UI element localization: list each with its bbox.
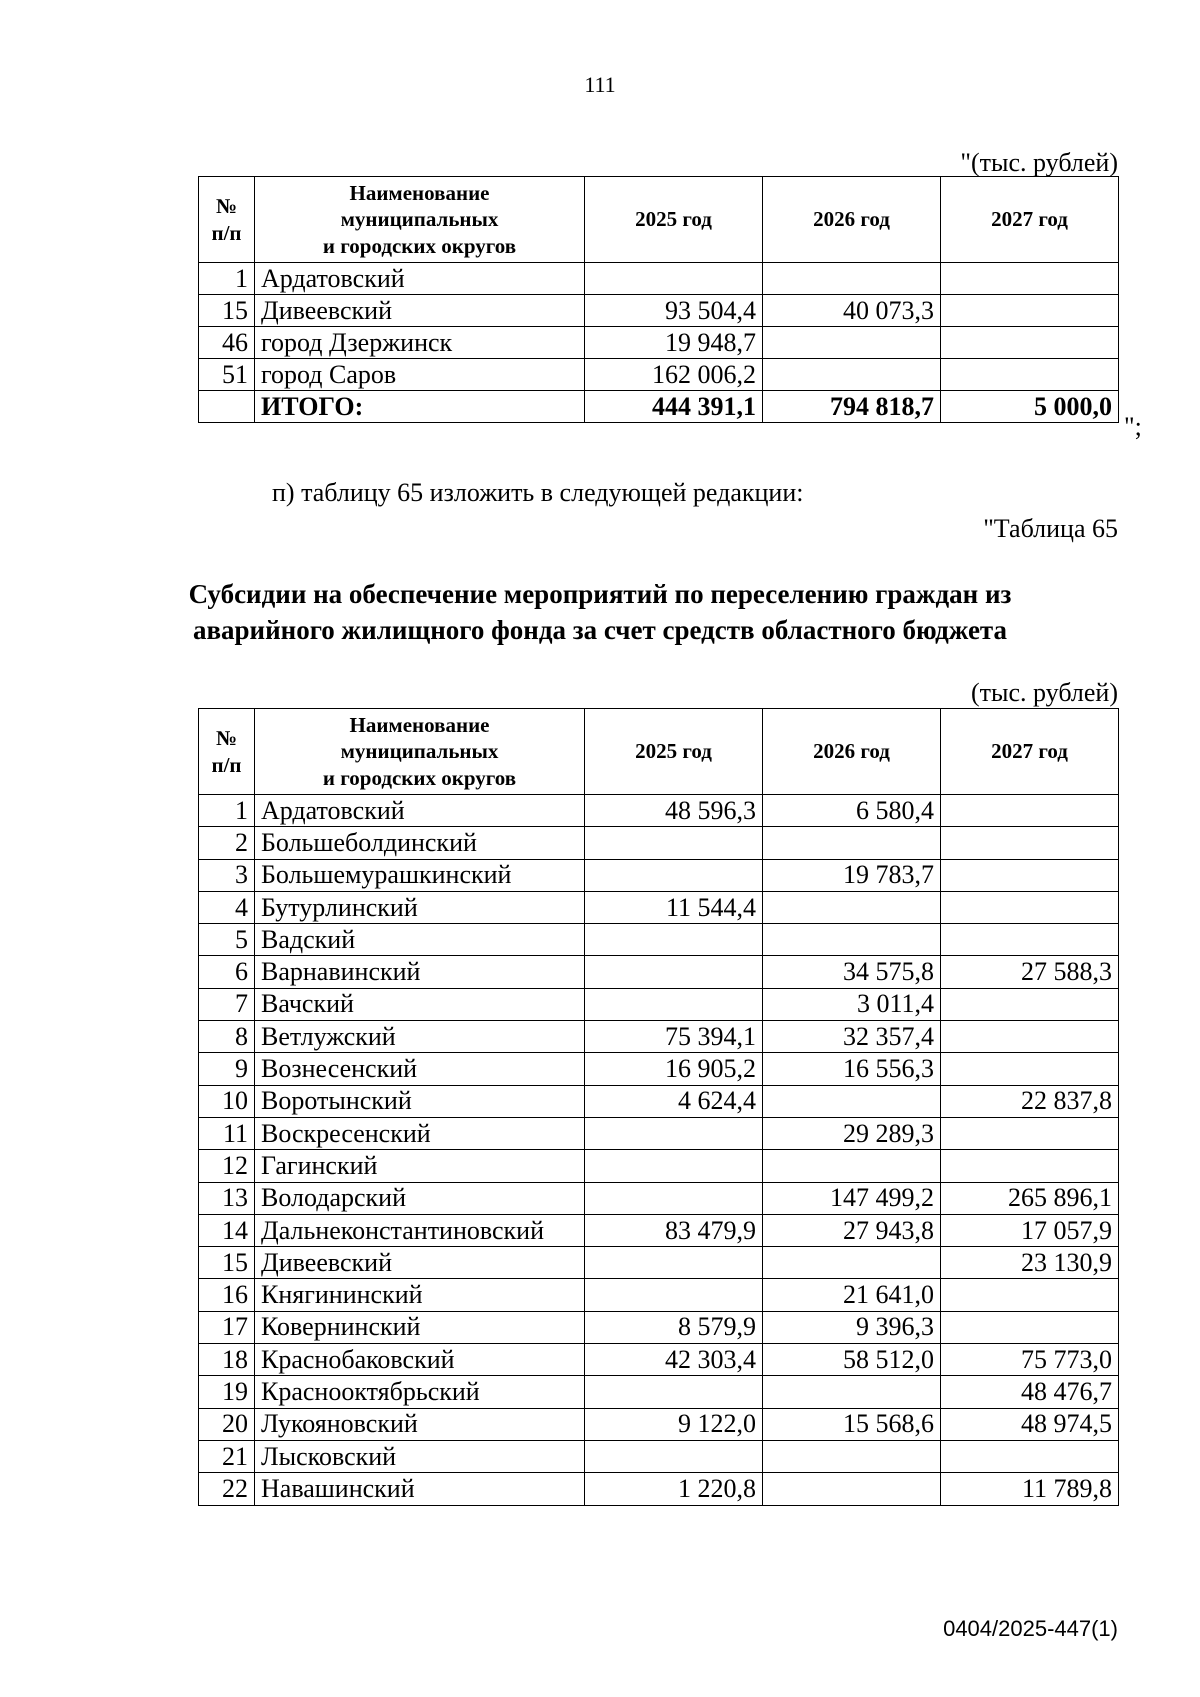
municipality-name: Краснобаковский: [255, 1344, 585, 1376]
municipality-name: Вачский: [255, 988, 585, 1020]
value-2027: [941, 1311, 1119, 1343]
header-2026: 2026 год: [763, 709, 941, 795]
municipality-name: Бутурлинский: [255, 891, 585, 923]
table-row: [199, 295, 1119, 327]
value-2027: [941, 1440, 1119, 1472]
table-row: [199, 1344, 1119, 1376]
row-number: 15: [199, 1247, 255, 1279]
table-row: [199, 1182, 1119, 1214]
value-2025: [585, 1279, 763, 1311]
municipality-name: Воротынский: [255, 1085, 585, 1117]
municipality-name: Краснооктябрьский: [255, 1376, 585, 1408]
header-2025: 2025 год: [585, 177, 763, 263]
value-2027: [941, 891, 1119, 923]
municipality-name: Лукояновский: [255, 1408, 585, 1440]
value-2026: [763, 1376, 941, 1408]
municipality-name: Ветлужский: [255, 1021, 585, 1053]
table-row: [199, 795, 1119, 827]
value-2025: 42 303,4: [585, 1344, 763, 1376]
municipality-name: Навашинский: [255, 1473, 585, 1505]
table1-units-label: "(тыс. рублей): [960, 148, 1118, 177]
row-number: 46: [199, 327, 255, 359]
row-number: 19: [199, 1376, 255, 1408]
row-number: 1: [199, 263, 255, 295]
value-2027: 17 057,9: [941, 1214, 1119, 1246]
value-2026: [763, 827, 941, 859]
value-2026: 16 556,3: [763, 1053, 941, 1085]
value-2026: 58 512,0: [763, 1344, 941, 1376]
table2-units-label: (тыс. рублей): [970, 678, 1118, 707]
value-2026: [763, 327, 941, 359]
municipality-name: Варнавинский: [255, 956, 585, 988]
value-2027: 48 476,7: [941, 1376, 1119, 1408]
total-2027: 5 000,0: [941, 391, 1119, 423]
value-2027: 48 974,5: [941, 1408, 1119, 1440]
value-2025: [585, 263, 763, 295]
table-row: [199, 1440, 1119, 1472]
row-number: 3: [199, 859, 255, 891]
value-2026: 29 289,3: [763, 1117, 941, 1149]
value-2025: 19 948,7: [585, 327, 763, 359]
document-id: 0404/2025-447(1): [943, 1616, 1118, 1641]
table-row: [199, 1247, 1119, 1279]
value-2025: 162 006,2: [585, 359, 763, 391]
table-row: [199, 956, 1119, 988]
municipality-name: Большеболдинский: [255, 827, 585, 859]
value-2026: [763, 263, 941, 295]
municipality-name: Дивеевский: [255, 1247, 585, 1279]
value-2025: [585, 1150, 763, 1182]
table-row: [199, 1279, 1119, 1311]
table-row: [199, 1117, 1119, 1149]
value-2026: [763, 891, 941, 923]
value-2025: 9 122,0: [585, 1408, 763, 1440]
total-row: [199, 391, 1119, 423]
municipality-name: Дальнеконстантиновский: [255, 1214, 585, 1246]
value-2027: [941, 359, 1119, 391]
header-2025: 2025 год: [585, 709, 763, 795]
row-number: 5: [199, 924, 255, 956]
table-row: [199, 1085, 1119, 1117]
value-2026: 19 783,7: [763, 859, 941, 891]
value-2025: 8 579,9: [585, 1311, 763, 1343]
table-heading: Субсидии на обеспечение мероприятий по переселению граждан из аварийного жилищного фонда за счет средств областного бюджета: [188, 579, 1012, 646]
value-2025: 48 596,3: [585, 795, 763, 827]
row-number: 20: [199, 1408, 255, 1440]
row-number: 18: [199, 1344, 255, 1376]
value-2027: 27 588,3: [941, 956, 1119, 988]
value-2026: 27 943,8: [763, 1214, 941, 1246]
value-2026: 21 641,0: [763, 1279, 941, 1311]
page-number: 111: [584, 72, 616, 97]
row-number: 1: [199, 795, 255, 827]
value-2025: [585, 859, 763, 891]
value-2025: [585, 1247, 763, 1279]
value-2025: [585, 988, 763, 1020]
value-2025: [585, 1182, 763, 1214]
table-row: [199, 859, 1119, 891]
municipality-name: Ардатовский: [255, 263, 585, 295]
value-2025: 11 544,4: [585, 891, 763, 923]
value-2026: 40 073,3: [763, 295, 941, 327]
row-number: 21: [199, 1440, 255, 1472]
municipality-name: Гагинский: [255, 1150, 585, 1182]
value-2027: [941, 327, 1119, 359]
total-2026: 794 818,7: [763, 391, 941, 423]
value-2025: [585, 827, 763, 859]
municipality-name: Вадский: [255, 924, 585, 956]
table-row: [199, 988, 1119, 1020]
value-2027: [941, 263, 1119, 295]
municipality-name: Дивеевский: [255, 295, 585, 327]
value-2026: [763, 1440, 941, 1472]
table-row: [199, 327, 1119, 359]
value-2026: 34 575,8: [763, 956, 941, 988]
header-name: Наименование муниципальных и городских округов: [255, 177, 585, 263]
value-2027: 23 130,9: [941, 1247, 1119, 1279]
value-2026: [763, 1085, 941, 1117]
municipality-name: Ковернинский: [255, 1311, 585, 1343]
table-row: [199, 1473, 1119, 1505]
value-2025: 93 504,4: [585, 295, 763, 327]
row-number: 12: [199, 1150, 255, 1182]
row-number: 22: [199, 1473, 255, 1505]
header-2027: 2027 год: [941, 177, 1119, 263]
table-row: [199, 891, 1119, 923]
value-2025: 75 394,1: [585, 1021, 763, 1053]
value-2027: [941, 1053, 1119, 1085]
total-2025: 444 391,1: [585, 391, 763, 423]
table-row: [199, 1150, 1119, 1182]
value-2026: [763, 1247, 941, 1279]
value-2027: [941, 924, 1119, 956]
amendment-intro: п) таблицу 65 изложить в следующей редакции:: [272, 478, 804, 507]
municipality-name: город Дзержинск: [255, 327, 585, 359]
value-2025: 1 220,8: [585, 1473, 763, 1505]
value-2026: 3 011,4: [763, 988, 941, 1020]
value-2025: 16 905,2: [585, 1053, 763, 1085]
table-row: [199, 1021, 1119, 1053]
value-2027: 22 837,8: [941, 1085, 1119, 1117]
value-2027: [941, 827, 1119, 859]
value-2026: [763, 924, 941, 956]
row-number: 6: [199, 956, 255, 988]
table-row: [199, 1214, 1119, 1246]
row-number: 2: [199, 827, 255, 859]
municipality-name: город Саров: [255, 359, 585, 391]
table-row: [199, 1053, 1119, 1085]
value-2026: 147 499,2: [763, 1182, 941, 1214]
value-2027: [941, 859, 1119, 891]
row-number: 15: [199, 295, 255, 327]
value-2025: [585, 1117, 763, 1149]
header-num: № п/п: [199, 709, 255, 795]
municipality-name: Лысковский: [255, 1440, 585, 1472]
total-label: ИТОГО:: [255, 391, 585, 423]
municipality-name: Вознесенский: [255, 1053, 585, 1085]
value-2025: [585, 1376, 763, 1408]
value-2026: 6 580,4: [763, 795, 941, 827]
table-row: [199, 1311, 1119, 1343]
municipality-name: Ардатовский: [255, 795, 585, 827]
row-number: 13: [199, 1182, 255, 1214]
value-2027: [941, 988, 1119, 1020]
table1: [198, 176, 1119, 423]
table-row: [199, 924, 1119, 956]
value-2027: [941, 1021, 1119, 1053]
value-2027: [941, 795, 1119, 827]
row-number: 9: [199, 1053, 255, 1085]
value-2027: [941, 1279, 1119, 1311]
value-2025: [585, 1440, 763, 1472]
value-2026: 32 357,4: [763, 1021, 941, 1053]
municipality-name: Большемурашкинский: [255, 859, 585, 891]
value-2027: [941, 1150, 1119, 1182]
header-2027: 2027 год: [941, 709, 1119, 795]
row-number: 14: [199, 1214, 255, 1246]
row-number: 4: [199, 891, 255, 923]
table-row: [199, 1376, 1119, 1408]
row-number: 10: [199, 1085, 255, 1117]
row-number: 11: [199, 1117, 255, 1149]
municipality-name: Воскресенский: [255, 1117, 585, 1149]
header-name: Наименование муниципальных и городских округов: [255, 709, 585, 795]
municipality-name: Княгининский: [255, 1279, 585, 1311]
value-2026: 9 396,3: [763, 1311, 941, 1343]
value-2025: 4 624,4: [585, 1085, 763, 1117]
value-2026: [763, 359, 941, 391]
table-row: [199, 263, 1119, 295]
total-empty-cell: [199, 391, 255, 423]
value-2025: 83 479,9: [585, 1214, 763, 1246]
value-2026: [763, 1150, 941, 1182]
row-number: 17: [199, 1311, 255, 1343]
row-number: 8: [199, 1021, 255, 1053]
table-row: [199, 827, 1119, 859]
row-number: 7: [199, 988, 255, 1020]
table1-closing-quote: ";: [1124, 412, 1142, 441]
value-2027: [941, 295, 1119, 327]
value-2027: 75 773,0: [941, 1344, 1119, 1376]
table-label: "Таблица 65: [983, 514, 1118, 543]
value-2027: [941, 1117, 1119, 1149]
header-num: № п/п: [199, 177, 255, 263]
table-row: [199, 359, 1119, 391]
header-2026: 2026 год: [763, 177, 941, 263]
row-number: 51: [199, 359, 255, 391]
value-2026: [763, 1473, 941, 1505]
value-2025: [585, 956, 763, 988]
value-2025: [585, 924, 763, 956]
municipality-name: Володарский: [255, 1182, 585, 1214]
table2: [198, 708, 1119, 1506]
value-2027: 265 896,1: [941, 1182, 1119, 1214]
row-number: 16: [199, 1279, 255, 1311]
table-row: [199, 1408, 1119, 1440]
value-2026: 15 568,6: [763, 1408, 941, 1440]
value-2027: 11 789,8: [941, 1473, 1119, 1505]
